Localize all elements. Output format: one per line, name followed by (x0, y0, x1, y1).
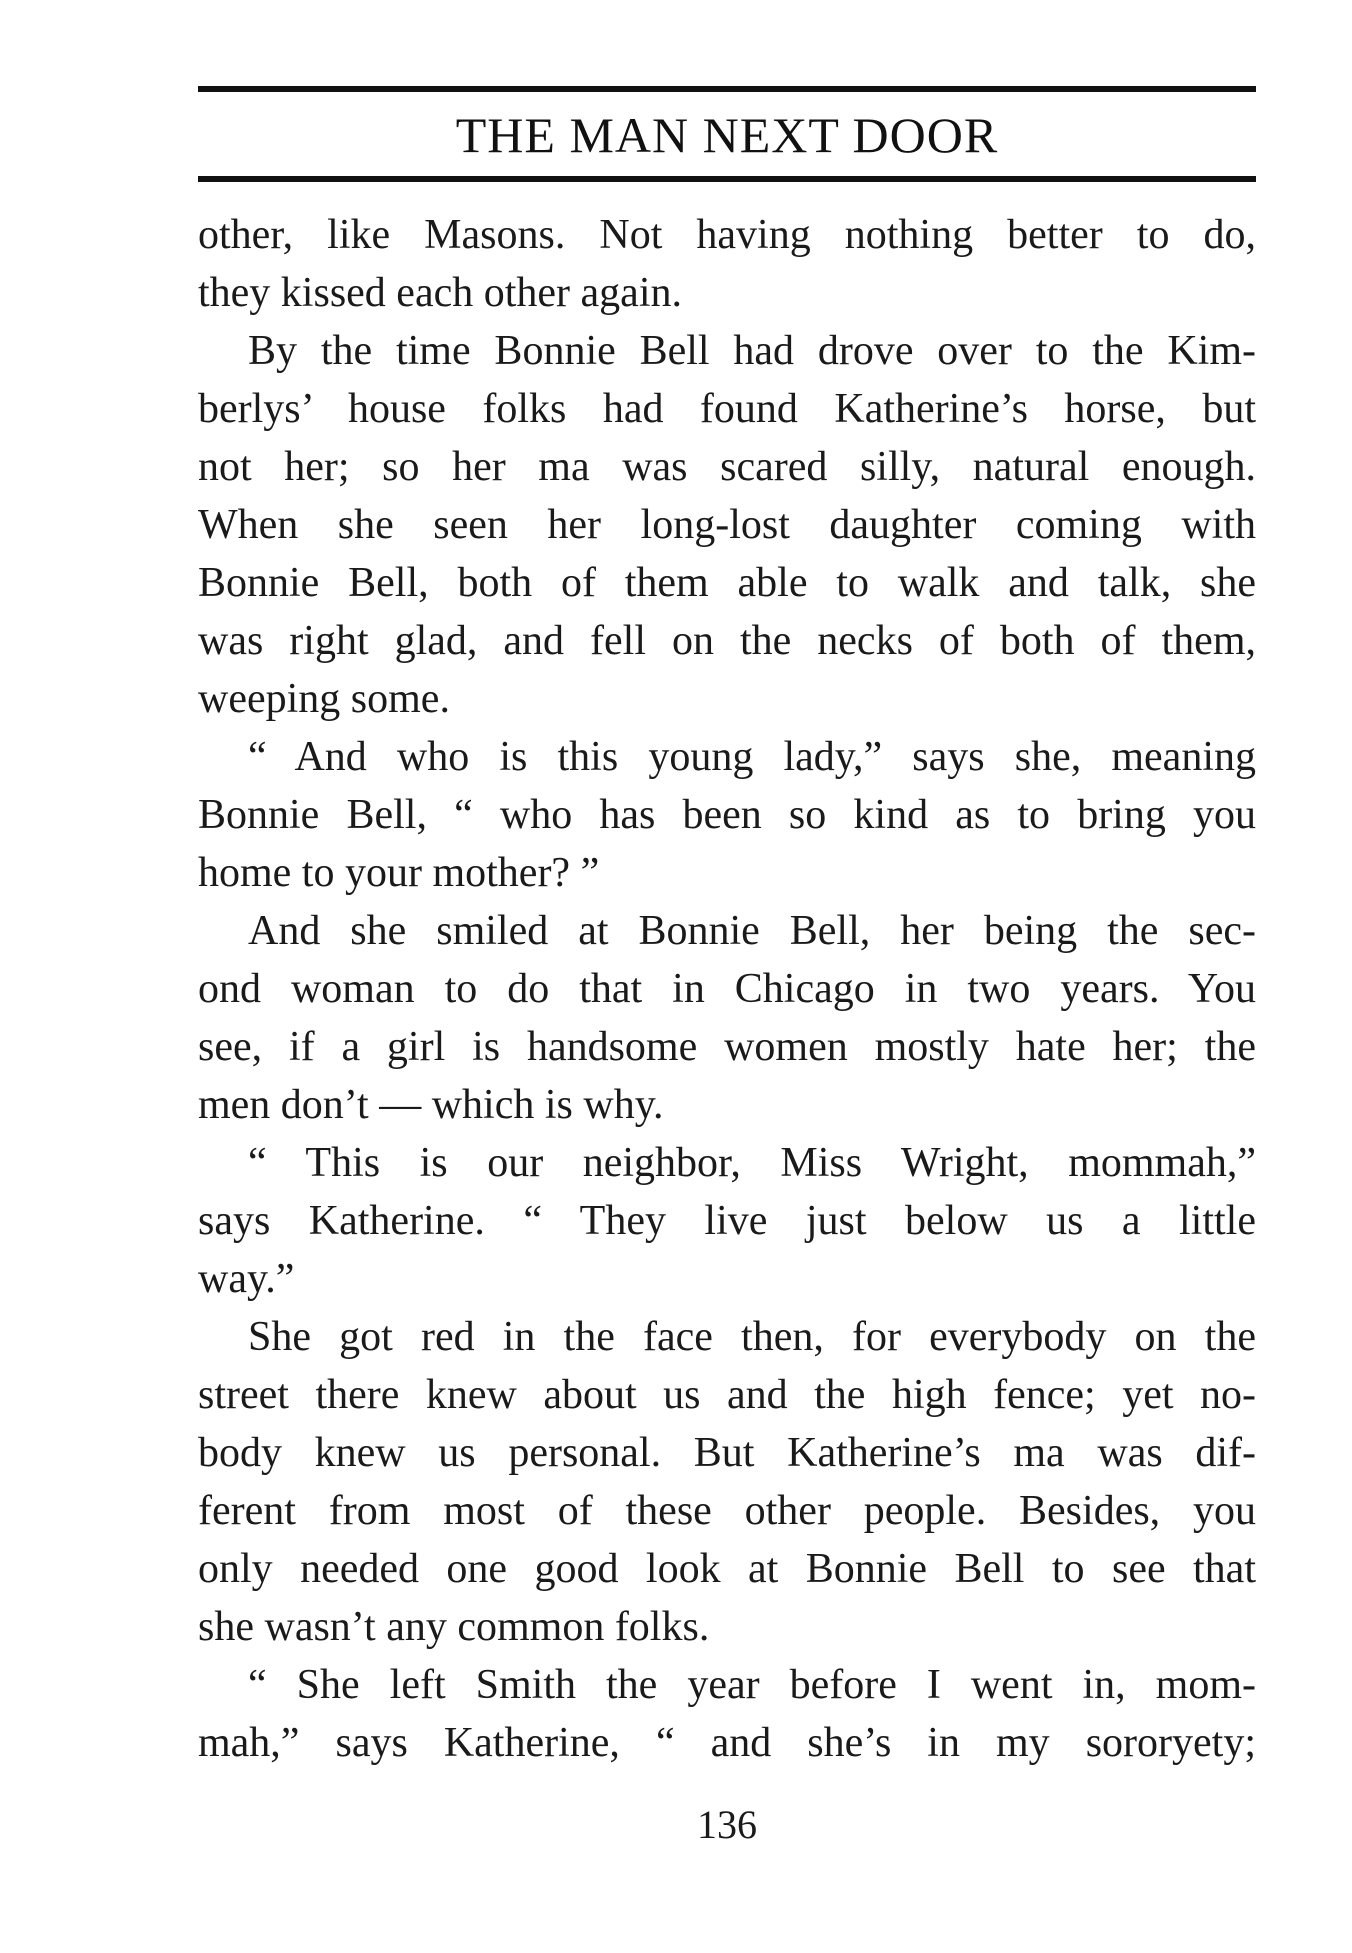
running-head: THE MAN NEXT DOOR (455, 107, 999, 163)
text-line: Bonnie Bell, “ who has been so kind as to bring you (198, 792, 1256, 838)
text-line: ond woman to do that in Chicago in two years. You (198, 966, 1256, 1012)
header-rule-bottom (198, 176, 1256, 182)
header-rule-top (198, 86, 1256, 92)
body-text (198, 206, 1256, 1772)
text-line: ferent from most of these other people. Besides, you (198, 1488, 1256, 1534)
text-line: “ This is our neighbor, Miss Wright, mommah,” (248, 1140, 1256, 1186)
text-line: was right glad, and fell on the necks of both of them, (198, 618, 1256, 664)
text-line: they kissed each other again. (198, 270, 682, 316)
text-line: “ She left Smith the year before I went in, mom- (248, 1662, 1256, 1708)
text-line: By the time Bonnie Bell had drove over to the Kim- (248, 328, 1256, 374)
text-line: way.” (198, 1256, 295, 1302)
text-line: street there knew about us and the high fence; yet no- (198, 1372, 1256, 1418)
text-line: she wasn’t any common folks. (198, 1604, 710, 1650)
text-line: She got red in the face then, for everybody on the (248, 1314, 1256, 1360)
text-line: “ And who is this young lady,” says she, meaning (248, 734, 1256, 780)
text-line: other, like Masons. Not having nothing better to do, (198, 212, 1256, 258)
text-line: says Katherine. “ They live just below us a little (198, 1198, 1256, 1244)
text-line: only needed one good look at Bonnie Bell to see that (198, 1546, 1256, 1592)
page-number: 136 (697, 1802, 757, 1847)
text-line: home to your mother? ” (198, 850, 600, 896)
text-line: weeping some. (198, 676, 450, 722)
text-line: berlys’ house folks had found Katherine’s horse, but (198, 386, 1256, 432)
text-line: And she smiled at Bonnie Bell, her being the sec- (248, 908, 1256, 954)
text-line: not her; so her ma was scared silly, natural enough. (198, 444, 1256, 490)
text-line: Bonnie Bell, both of them able to walk and talk, she (198, 560, 1256, 606)
text-line: mah,” says Katherine, “ and she’s in my sororyety; (198, 1720, 1256, 1766)
text-line: men don’t — which is why. (198, 1082, 664, 1128)
text-line: see, if a girl is handsome women mostly hate her; the (198, 1024, 1256, 1070)
text-line: When she seen her long-lost daughter coming with (198, 502, 1256, 548)
text-line: body knew us personal. But Katherine’s ma was dif- (198, 1430, 1256, 1476)
